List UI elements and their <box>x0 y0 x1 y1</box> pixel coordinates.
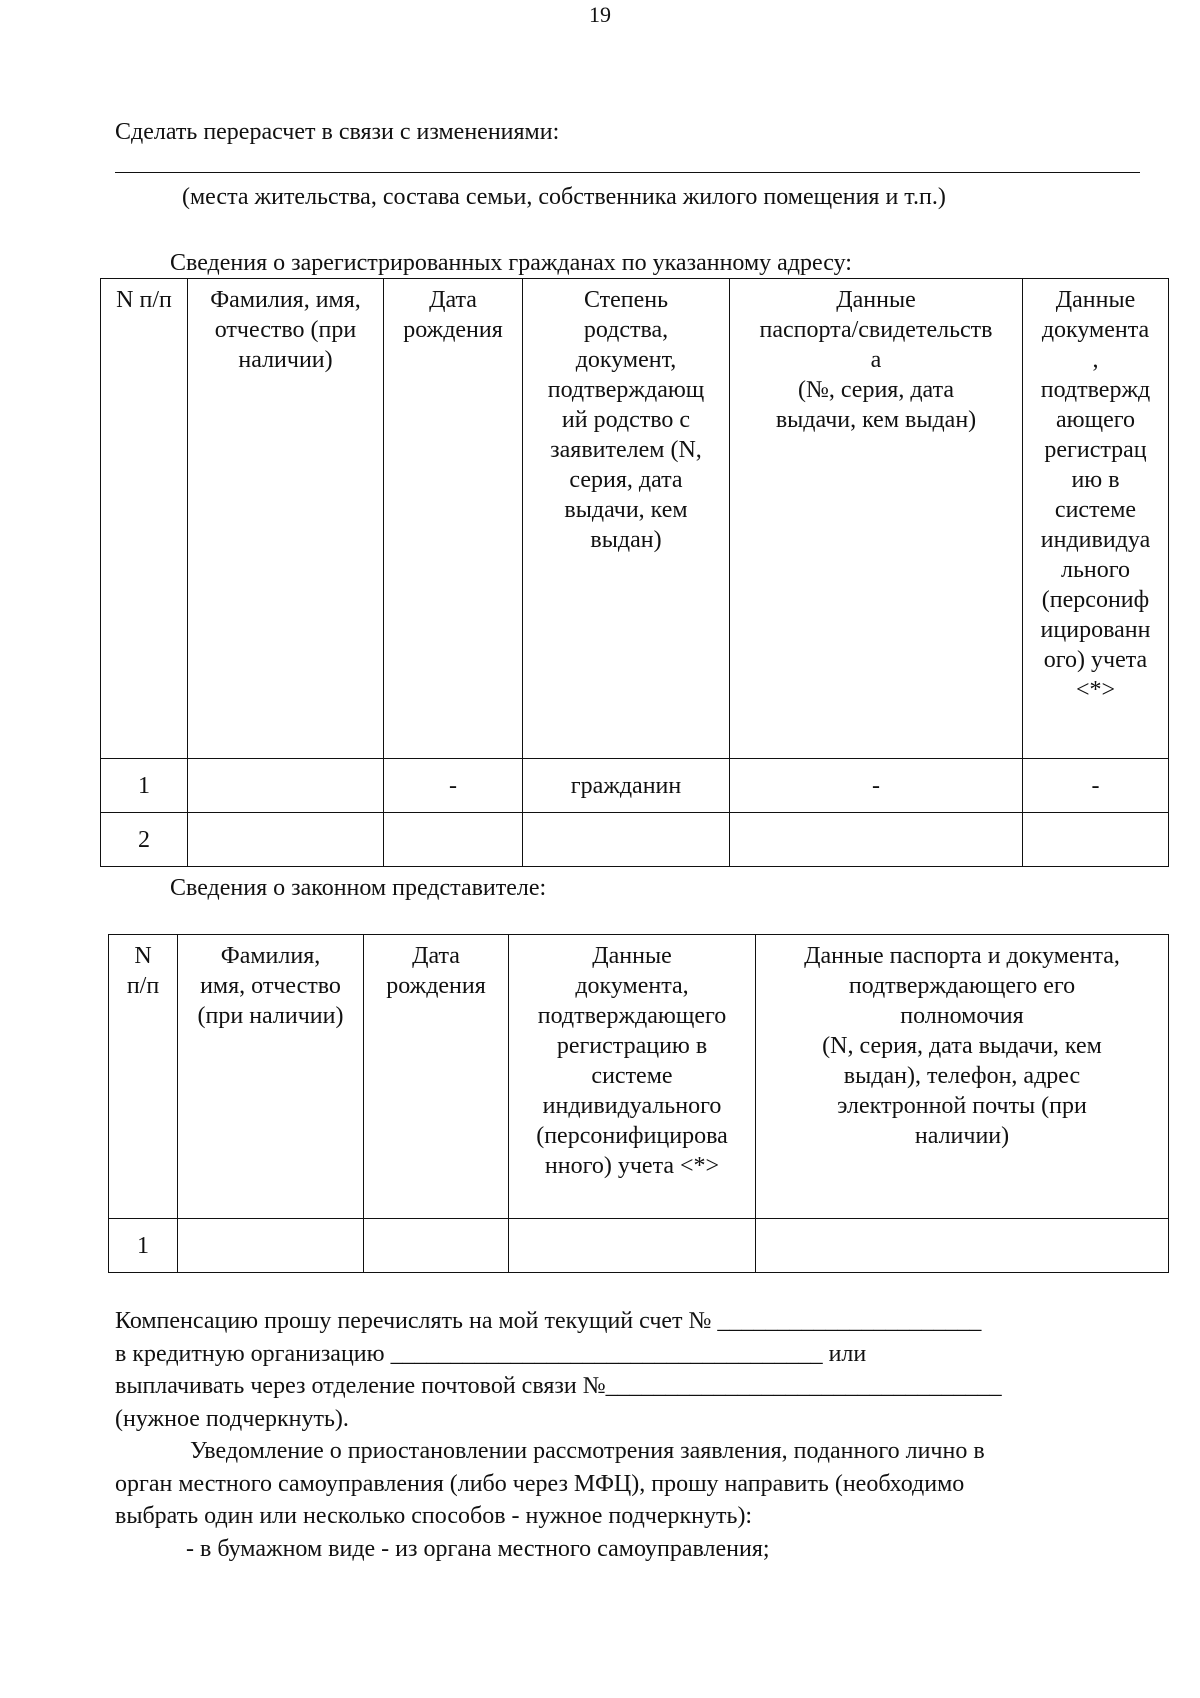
representative-header-cell <box>756 935 1169 1219</box>
table-cell-input[interactable] <box>509 1219 756 1273</box>
header-line: Данные <box>836 287 916 313</box>
table-cell-input[interactable] <box>756 1219 1169 1273</box>
table-row <box>101 813 1169 867</box>
page-number: 19 <box>589 2 611 27</box>
table-cell-input[interactable] <box>523 813 730 867</box>
representative-caption: Сведения о законном представителе: <box>170 875 547 901</box>
recalc-hint: (места жительства, состава семьи, собственника жилого помещения и т.п.) <box>182 184 946 210</box>
registered-header-cell <box>1023 279 1169 759</box>
header-line: системе <box>591 1063 673 1089</box>
recalc-blank-line[interactable] <box>115 172 1140 173</box>
header-line: заявителем (N, <box>550 437 702 463</box>
table-cell: 1 <box>109 1219 178 1273</box>
header-line: наличии) <box>238 347 333 373</box>
header-line: ицированн <box>1040 617 1151 643</box>
notice-line-3: выбрать один или несколько способов - нужное подчеркнуть): <box>115 1503 753 1529</box>
header-line: N <box>134 943 152 969</box>
header-line: ого) учета <box>1043 647 1148 673</box>
header-line: Дата <box>412 943 460 969</box>
notice-line-4: - в бумажном виде - из органа местного самоуправления; <box>186 1536 770 1562</box>
table-cell: 2 <box>101 813 188 867</box>
recalc-line: Сделать перерасчет в связи с изменениями: <box>115 119 560 145</box>
table-cell: - <box>1023 759 1169 813</box>
notice-line-2: орган местного самоуправления (либо через МФЦ), прошу направить (необходимо <box>115 1471 965 1497</box>
header-line: а <box>870 347 882 373</box>
header-line: имя, отчество <box>200 973 341 999</box>
table-cell-input[interactable] <box>730 813 1023 867</box>
registered-header-cell <box>384 279 523 759</box>
table-cell: - <box>384 759 523 813</box>
notice-line-1: Уведомление о приостановлении рассмотрения заявления, поданного лично в <box>190 1438 985 1464</box>
registered-header-cell <box>730 279 1023 759</box>
header-line: электронной почты (при <box>837 1093 1087 1119</box>
header-line: <*> <box>1075 677 1116 703</box>
representative-table <box>108 934 1169 1273</box>
representative-header-cell <box>178 935 364 1219</box>
header-line: отчество (при <box>214 317 357 343</box>
header-line: полномочия <box>900 1003 1024 1029</box>
table-cell-input[interactable] <box>178 1219 364 1273</box>
header-line: Данные паспорта и документа, <box>804 943 1120 969</box>
header-line: (персониф <box>1041 587 1150 613</box>
registered-table <box>100 278 1169 867</box>
header-line: паспорта/свидетельств <box>759 317 993 343</box>
header-line: регистрац <box>1044 437 1147 463</box>
registered-caption: Сведения о зарегистрированных гражданах по указанному адресу: <box>170 250 852 276</box>
representative-header-cell <box>364 935 509 1219</box>
registered-header-cell <box>101 279 188 759</box>
header-line: выдан) <box>590 527 662 553</box>
header-line: документа, <box>575 973 689 999</box>
header-line: (N, серия, дата выдачи, кем <box>822 1033 1102 1059</box>
registered-header-cell <box>188 279 384 759</box>
table-row <box>109 1219 1169 1273</box>
header-line: ию в <box>1071 467 1120 493</box>
header-line: индивидуа <box>1040 527 1151 553</box>
table-cell-input[interactable] <box>188 813 384 867</box>
payment-account-line[interactable]: Компенсацию прошу перечислять на мой текущий счет № ______________________ <box>115 1308 982 1334</box>
header-line: индивидуального <box>542 1093 722 1119</box>
header-line: Фамилия, <box>220 943 321 969</box>
table-cell-input[interactable] <box>384 813 523 867</box>
table-cell: гражданин <box>523 759 730 813</box>
representative-header-cell <box>509 935 756 1219</box>
header-line: подтверждающего <box>537 1003 727 1029</box>
header-line: , <box>1092 347 1099 373</box>
representative-header-cell <box>109 935 178 1219</box>
header-line: ающего <box>1056 407 1135 433</box>
header-line: регистрацию в <box>556 1033 708 1059</box>
header-line: (№, серия, дата <box>797 377 955 403</box>
table-cell-input[interactable] <box>364 1219 509 1273</box>
header-line: Степень <box>583 287 669 313</box>
header-line: родства, <box>583 317 669 343</box>
header-line: п/п <box>126 973 160 999</box>
header-line: выдачи, кем <box>564 497 688 523</box>
table-cell-input[interactable] <box>188 759 384 813</box>
registered-header-row <box>101 279 1169 759</box>
payment-post-line[interactable]: выплачивать через отделение почтовой связи №_________________________________ <box>115 1373 1002 1399</box>
table-cell-input[interactable] <box>1023 813 1169 867</box>
header-line: нного) учета <*> <box>544 1153 720 1179</box>
header-line: Фамилия, имя, <box>210 287 361 313</box>
header-line: Дата <box>429 287 477 313</box>
header-line: (персонифицирова <box>536 1123 728 1149</box>
header-line: подтвержд <box>1040 377 1151 403</box>
header-line: документа <box>1041 317 1150 343</box>
header-line: N п/п <box>116 287 172 313</box>
table-cell: 1 <box>101 759 188 813</box>
header-line: рождения <box>403 317 503 343</box>
header-line: выдачи, кем выдан) <box>775 407 977 433</box>
header-line: Данные <box>592 943 672 969</box>
payment-bank-line[interactable]: в кредитную организацию ____________________________________ или <box>115 1341 867 1367</box>
header-line: наличии) <box>914 1123 1010 1149</box>
header-line: льного <box>1060 557 1130 583</box>
header-line: подтверждающ <box>547 377 705 403</box>
header-line: ий родство с <box>561 407 691 433</box>
header-line: Данные <box>1055 287 1136 313</box>
header-line: серия, дата <box>569 467 683 493</box>
representative-header-row <box>109 935 1169 1219</box>
header-line: документ, <box>575 347 677 373</box>
table-row <box>101 759 1169 813</box>
payment-note: (нужное подчеркнуть). <box>115 1406 349 1432</box>
header-line: рождения <box>386 973 486 999</box>
header-line: (при наличии) <box>197 1003 344 1029</box>
table-cell: - <box>730 759 1023 813</box>
header-line: выдан), телефон, адрес <box>843 1063 1081 1089</box>
header-line: подтверждающего его <box>848 973 1076 999</box>
registered-header-cell <box>523 279 730 759</box>
header-line: системе <box>1054 497 1137 523</box>
